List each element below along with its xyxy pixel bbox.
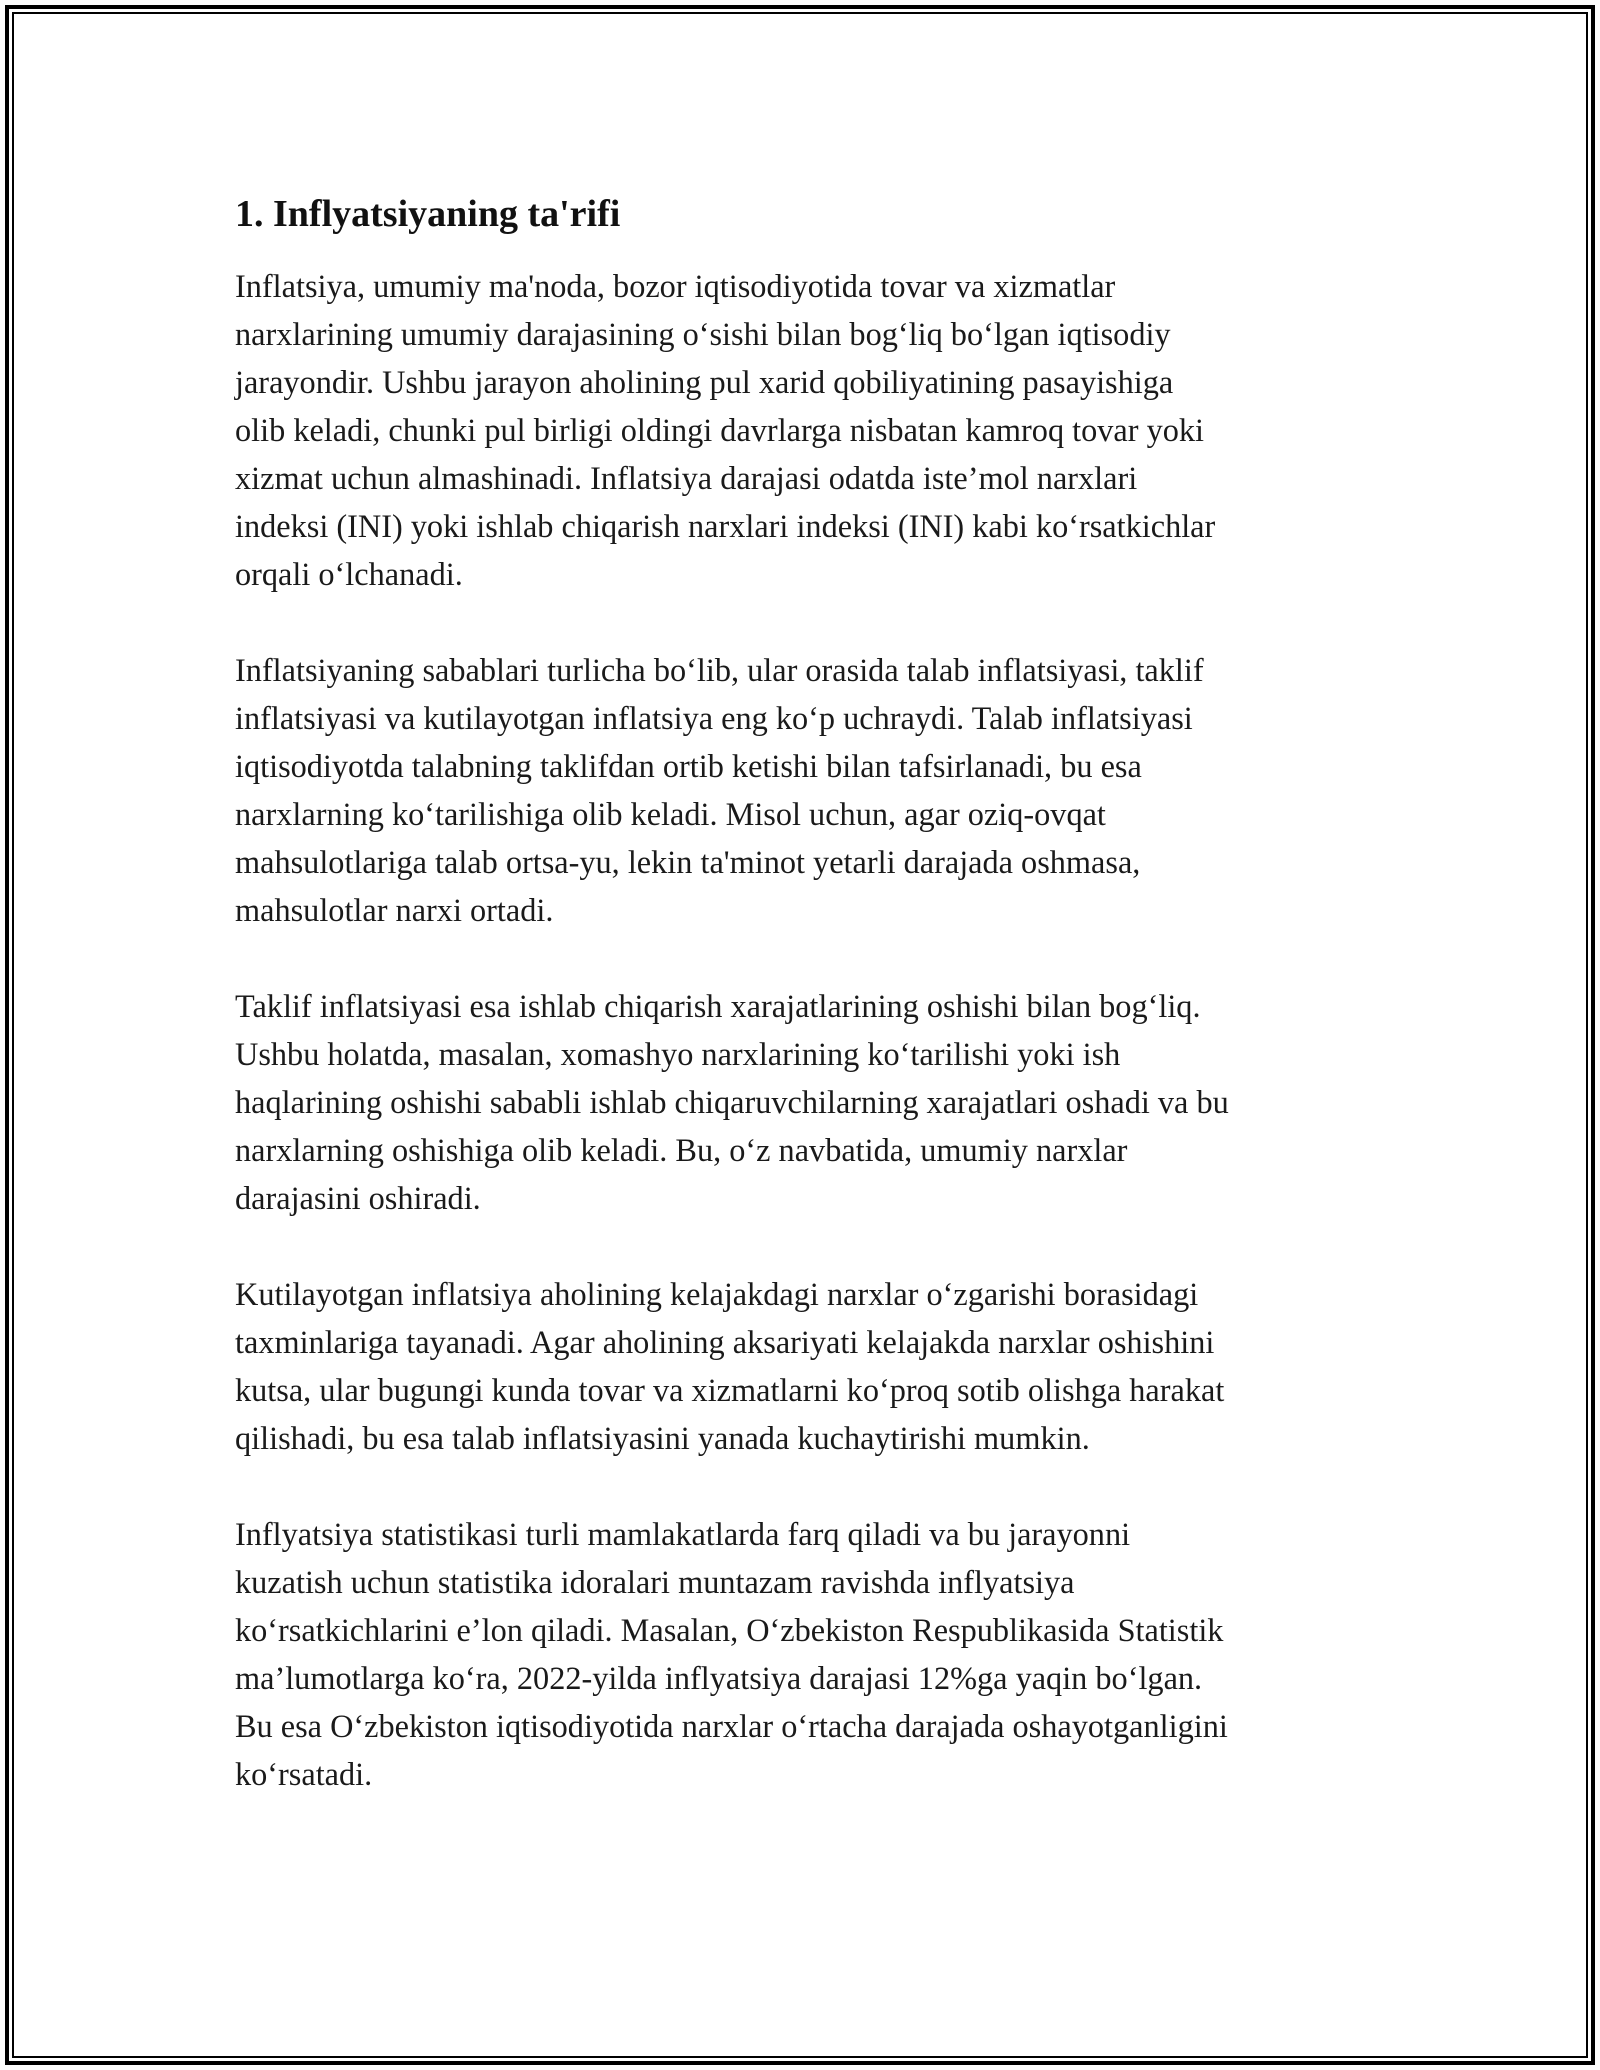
text-line: ko‘rsatadi. [235, 1756, 373, 1792]
text-line: olib keladi, chunki pul birligi oldingi davrlarga nisbatan kamroq tovar yoki [235, 412, 1205, 448]
text-line: Kutilayotgan inflatsiya aholining kelajakdagi narxlar o‘zgarishi borasidagi [235, 1276, 1199, 1312]
text-line: inflatsiyasi va kutilayotgan inflatsiya eng ko‘p uchraydi. Talab inflatsiyasi [235, 700, 1193, 736]
text-line: iqtisodiyotda talabning taklifdan ortib ketishi bilan tafsirlanadi, bu esa [235, 748, 1142, 784]
document-body [235, 188, 1385, 1846]
text-line: Inflatsiyaning sabablari turlicha bo‘lib, ular orasida talab inflatsiyasi, taklif [235, 652, 1204, 688]
text-line: darajasini oshiradi. [235, 1180, 481, 1216]
text-line: qilishadi, bu esa talab inflatsiyasini yanada kuchaytirishi mumkin. [235, 1420, 1090, 1456]
paragraph-supply-inflation [235, 982, 1385, 1222]
section-heading: 1. Inflyatsiyaning ta'rifi [235, 193, 621, 235]
text-line: xizmat uchun almashinadi. Inflatsiya darajasi odatda iste’mol narxlari [235, 460, 1138, 496]
text-line: taxminlariga tayanadi. Agar aholining aksariyati kelajakda narxlar oshishini [235, 1324, 1215, 1360]
text-line: Inflyatsiya statistikasi turli mamlakatlarda farq qiladi va bu jarayonni [235, 1516, 1131, 1552]
paragraph-expected-inflation [235, 1270, 1385, 1462]
text-line: orqali o‘lchanadi. [235, 556, 463, 592]
paragraph-causes [235, 646, 1385, 934]
text-line: Taklif inflatsiyasi esa ishlab chiqarish xarajatlarining oshishi bilan bog‘liq. [235, 988, 1201, 1024]
text-line: narxlarning ko‘tarilishiga olib keladi. Misol uchun, agar oziq-ovqat [235, 796, 1106, 832]
text-line: Bu esa O‘zbekiston iqtisodiyotida narxlar o‘rtacha darajada oshayotganligini [235, 1708, 1228, 1744]
text-line: haqlarining oshishi sababli ishlab chiqaruvchilarning xarajatlari oshadi va bu [235, 1084, 1229, 1120]
text-line: Ushbu holatda, masalan, xomashyo narxlarining ko‘tarilishi yoki ish [235, 1036, 1121, 1072]
text-line: kuzatish uchun statistika idoralari muntazam ravishda inflyatsiya [235, 1564, 1075, 1600]
text-line: narxlarning oshishiga olib keladi. Bu, o‘z navbatida, umumiy narxlar [235, 1132, 1128, 1168]
text-line: indeksi (INI) yoki ishlab chiqarish narxlari indeksi (INI) kabi ko‘rsatkichlar [235, 508, 1216, 544]
text-line: mahsulotlar narxi ortadi. [235, 892, 554, 928]
text-line: ma’lumotlarga ko‘ra, 2022-yilda inflyatsiya darajasi 12%ga yaqin bo‘lgan. [235, 1660, 1203, 1696]
text-line: narxlarining umumiy darajasining o‘sishi bilan bog‘liq bo‘lgan iqtisodiy [235, 316, 1171, 352]
text-line: kutsa, ular bugungi kunda tovar va xizmatlarni ko‘proq sotib olishga harakat [235, 1372, 1225, 1408]
text-line: mahsulotlariga talab ortsa-yu, lekin ta'minot yetarli darajada oshmasa, [235, 844, 1141, 880]
paragraph-statistics [235, 1510, 1385, 1798]
text-line: Inflatsiya, umumiy ma'noda, bozor iqtisodiyotida tovar va xizmatlar [235, 268, 1116, 304]
paragraph-definition [235, 262, 1385, 598]
text-line: jarayondir. Ushbu jarayon aholining pul xarid qobiliyatining pasayishiga [235, 364, 1174, 400]
text-line: ko‘rsatkichlarini e’lon qiladi. Masalan, O‘zbekiston Respublikasida Statistik [235, 1612, 1224, 1648]
